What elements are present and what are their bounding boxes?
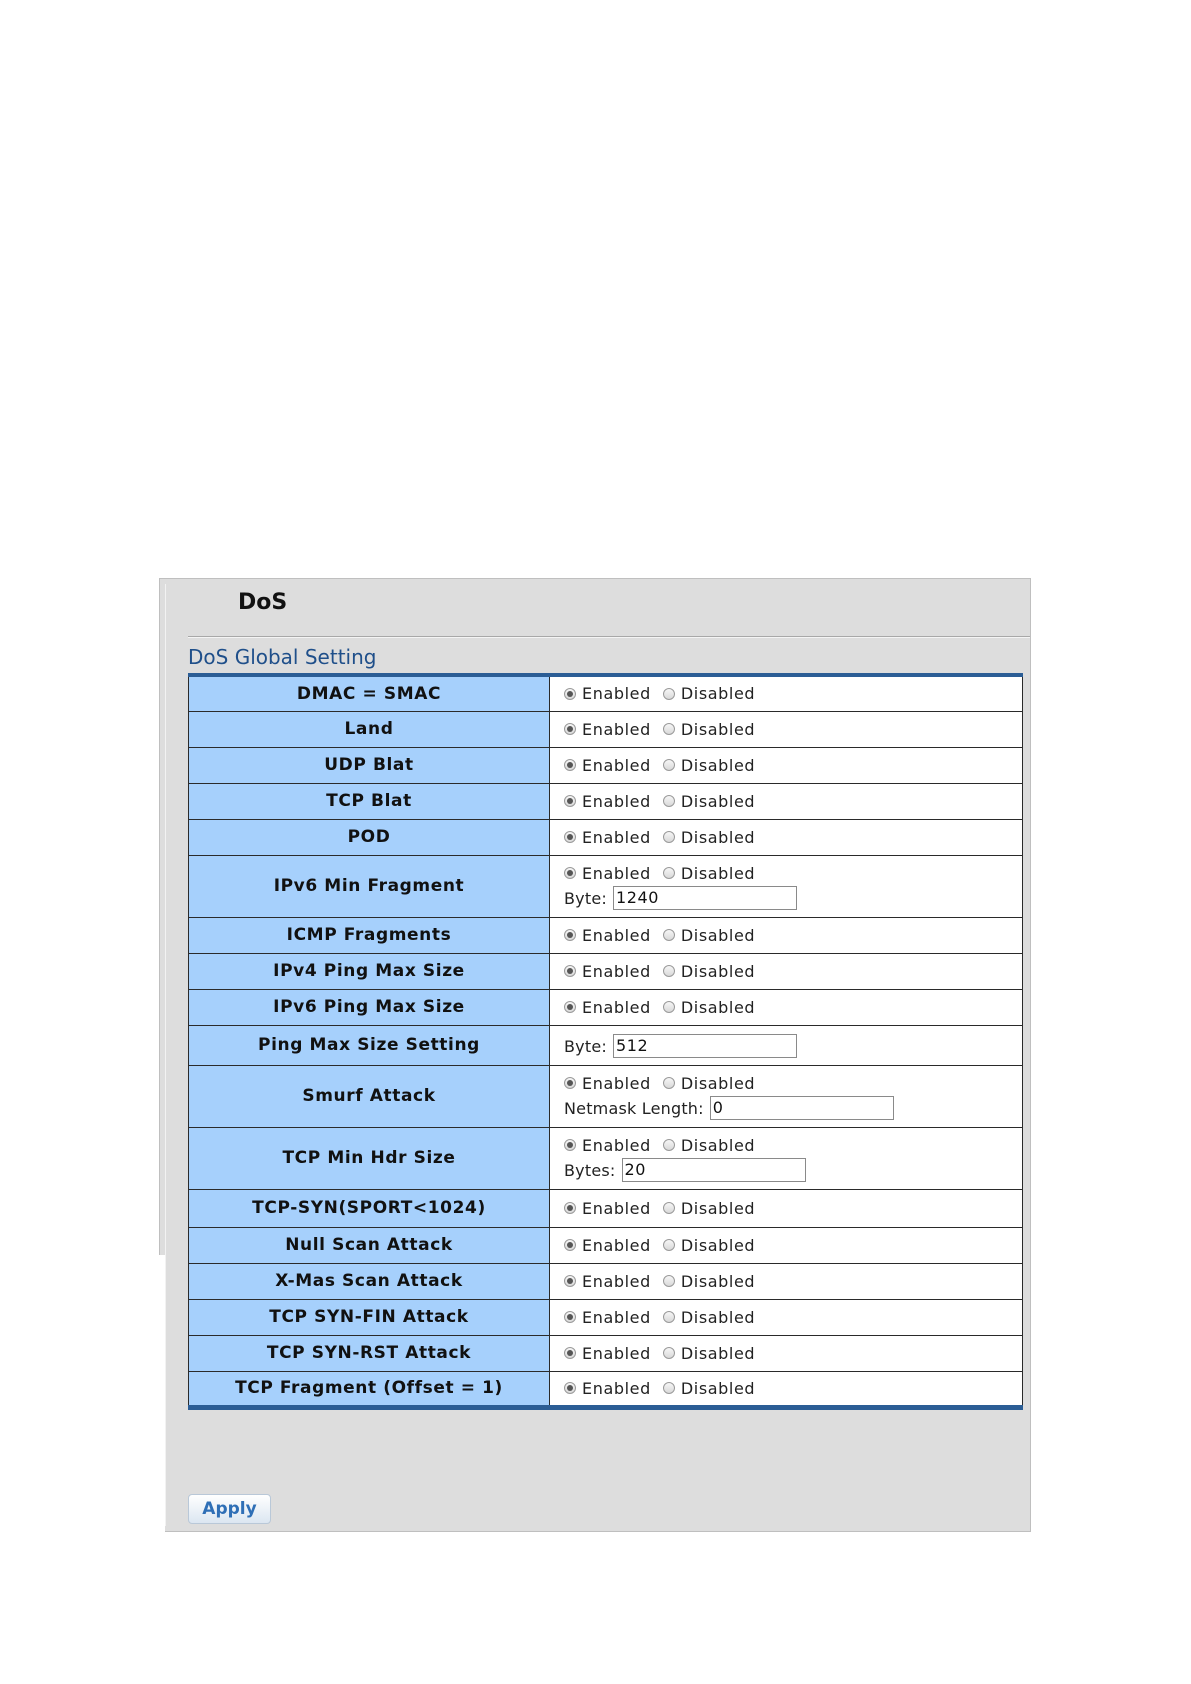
disabled-radio[interactable] <box>663 1139 675 1151</box>
field-label: Netmask Length: <box>564 1098 704 1118</box>
enabled-radio-label: Enabled <box>582 1073 651 1093</box>
disabled-radio-label: Disabled <box>680 1235 756 1255</box>
setting-label: X-Mas Scan Attack <box>189 1263 550 1299</box>
table-row <box>189 1127 1023 1189</box>
disabled-radio-label: Disabled <box>680 1378 756 1398</box>
setting-value <box>550 953 1023 989</box>
enabled-radio-label: Enabled <box>582 827 651 847</box>
disabled-radio-label: Disabled <box>680 827 756 847</box>
table-row <box>189 989 1023 1025</box>
radio-group <box>564 683 1022 705</box>
radio-group <box>564 1377 1022 1399</box>
disabled-radio-label: Disabled <box>680 925 756 945</box>
enabled-radio[interactable] <box>564 1077 576 1089</box>
setting-value <box>550 711 1023 747</box>
table-row <box>189 747 1023 783</box>
value-input[interactable]: 20 <box>622 1158 806 1182</box>
setting-label: TCP SYN-FIN Attack <box>189 1299 550 1335</box>
table-row <box>189 1299 1023 1335</box>
enabled-radio-label: Enabled <box>582 1198 651 1218</box>
disabled-radio[interactable] <box>663 965 675 977</box>
setting-label: IPv6 Min Fragment <box>189 855 550 917</box>
value-input[interactable]: 0 <box>710 1096 894 1120</box>
table-row <box>189 917 1023 953</box>
disabled-radio-label: Disabled <box>680 1135 756 1155</box>
field-label: Bytes: <box>564 1160 616 1180</box>
disabled-radio-label: Disabled <box>680 961 756 981</box>
setting-label: Null Scan Attack <box>189 1227 550 1263</box>
dos-settings-table-wrap <box>188 673 1023 1410</box>
setting-value <box>550 1065 1023 1127</box>
dos-table-body <box>189 675 1023 1407</box>
enabled-radio[interactable] <box>564 1139 576 1151</box>
disabled-radio-label: Disabled <box>680 1198 756 1218</box>
setting-label: TCP-SYN(SPORT<1024) <box>189 1189 550 1227</box>
section-title: DoS Global Setting <box>188 645 377 669</box>
enabled-radio[interactable] <box>564 759 576 771</box>
setting-label: TCP SYN-RST Attack <box>189 1335 550 1371</box>
setting-label: IPv6 Ping Max Size <box>189 989 550 1025</box>
disabled-radio[interactable] <box>663 723 675 735</box>
setting-value <box>550 747 1023 783</box>
setting-label: TCP Blat <box>189 783 550 819</box>
setting-value <box>550 1025 1023 1065</box>
radio-group <box>564 1134 1022 1156</box>
enabled-radio-label: Enabled <box>582 755 651 775</box>
table-row <box>189 855 1023 917</box>
table-row <box>189 783 1023 819</box>
disabled-radio[interactable] <box>663 929 675 941</box>
enabled-radio[interactable] <box>564 723 576 735</box>
disabled-radio-label: Disabled <box>680 1307 756 1327</box>
field-line <box>564 886 1022 910</box>
setting-value <box>550 1371 1023 1407</box>
setting-value <box>550 675 1023 711</box>
setting-value <box>550 1127 1023 1189</box>
disabled-radio[interactable] <box>663 1382 675 1394</box>
disabled-radio-label: Disabled <box>680 755 756 775</box>
radio-group <box>564 1270 1022 1292</box>
enabled-radio-label: Enabled <box>582 1378 651 1398</box>
setting-value <box>550 1335 1023 1371</box>
enabled-radio-label: Enabled <box>582 925 651 945</box>
setting-label: Land <box>189 711 550 747</box>
enabled-radio-label: Enabled <box>582 863 651 883</box>
value-input[interactable]: 1240 <box>613 886 797 910</box>
setting-value <box>550 1263 1023 1299</box>
table-row <box>189 1263 1023 1299</box>
disabled-radio-label: Disabled <box>680 684 756 704</box>
enabled-radio-label: Enabled <box>582 1235 651 1255</box>
enabled-radio[interactable] <box>564 1347 576 1359</box>
disabled-radio[interactable] <box>663 1347 675 1359</box>
panel-edge <box>159 1255 165 1532</box>
table-row <box>189 1025 1023 1065</box>
field-line <box>564 1034 1022 1058</box>
enabled-radio[interactable] <box>564 1001 576 1013</box>
enabled-radio-label: Enabled <box>582 1135 651 1155</box>
disabled-radio[interactable] <box>663 1275 675 1287</box>
enabled-radio[interactable] <box>564 1275 576 1287</box>
setting-label: IPv4 Ping Max Size <box>189 953 550 989</box>
enabled-radio-label: Enabled <box>582 1271 651 1291</box>
table-row <box>189 1227 1023 1263</box>
disabled-radio[interactable] <box>663 1311 675 1323</box>
enabled-radio-label: Enabled <box>582 997 651 1017</box>
setting-value <box>550 989 1023 1025</box>
radio-group <box>564 1072 1022 1094</box>
disabled-radio[interactable] <box>663 1202 675 1214</box>
radio-group <box>564 862 1022 884</box>
value-input[interactable]: 512 <box>613 1034 797 1058</box>
enabled-radio[interactable] <box>564 1382 576 1394</box>
disabled-radio-label: Disabled <box>680 1271 756 1291</box>
table-row <box>189 953 1023 989</box>
field-label: Byte: <box>564 1036 607 1056</box>
setting-value <box>550 819 1023 855</box>
radio-group <box>564 718 1022 740</box>
setting-label: Smurf Attack <box>189 1065 550 1127</box>
apply-button[interactable]: Apply <box>188 1494 271 1524</box>
dos-settings-table <box>188 673 1023 1410</box>
table-row <box>189 1065 1023 1127</box>
page-title: DoS <box>238 590 288 615</box>
radio-group <box>564 1197 1022 1219</box>
radio-group <box>564 754 1022 776</box>
setting-label: ICMP Fragments <box>189 917 550 953</box>
field-label: Byte: <box>564 888 607 908</box>
setting-label: Ping Max Size Setting <box>189 1025 550 1065</box>
setting-value <box>550 783 1023 819</box>
table-row <box>189 711 1023 747</box>
enabled-radio[interactable] <box>564 1311 576 1323</box>
enabled-radio[interactable] <box>564 965 576 977</box>
disabled-radio-label: Disabled <box>680 1343 756 1363</box>
radio-group <box>564 1342 1022 1364</box>
setting-value <box>550 1299 1023 1335</box>
title-divider <box>188 636 1030 638</box>
enabled-radio-label: Enabled <box>582 684 651 704</box>
disabled-radio[interactable] <box>663 831 675 843</box>
disabled-radio[interactable] <box>663 759 675 771</box>
table-row <box>189 1189 1023 1227</box>
table-row <box>189 1371 1023 1407</box>
enabled-radio[interactable] <box>564 867 576 879</box>
enabled-radio[interactable] <box>564 929 576 941</box>
setting-label: UDP Blat <box>189 747 550 783</box>
setting-value <box>550 855 1023 917</box>
panel-body <box>165 584 1030 1526</box>
radio-group <box>564 924 1022 946</box>
disabled-radio[interactable] <box>663 867 675 879</box>
disabled-radio[interactable] <box>663 688 675 700</box>
radio-group <box>564 996 1022 1018</box>
enabled-radio[interactable] <box>564 1239 576 1251</box>
radio-group <box>564 1234 1022 1256</box>
disabled-radio[interactable] <box>663 1239 675 1251</box>
dos-panel <box>159 578 1031 1532</box>
table-row <box>189 675 1023 711</box>
setting-value <box>550 1189 1023 1227</box>
enabled-radio[interactable] <box>564 1202 576 1214</box>
disabled-radio-label: Disabled <box>680 791 756 811</box>
setting-value <box>550 917 1023 953</box>
enabled-radio-label: Enabled <box>582 1343 651 1363</box>
table-row <box>189 1335 1023 1371</box>
setting-label: TCP Fragment (Offset = 1) <box>189 1371 550 1407</box>
enabled-radio[interactable] <box>564 688 576 700</box>
field-line <box>564 1096 1022 1120</box>
field-line <box>564 1158 1022 1182</box>
disabled-radio[interactable] <box>663 1077 675 1089</box>
radio-group <box>564 960 1022 982</box>
setting-label: DMAC = SMAC <box>189 675 550 711</box>
disabled-radio[interactable] <box>663 795 675 807</box>
enabled-radio-label: Enabled <box>582 961 651 981</box>
enabled-radio-label: Enabled <box>582 1307 651 1327</box>
disabled-radio-label: Disabled <box>680 997 756 1017</box>
setting-label: TCP Min Hdr Size <box>189 1127 550 1189</box>
enabled-radio[interactable] <box>564 831 576 843</box>
disabled-radio-label: Disabled <box>680 1073 756 1093</box>
radio-group <box>564 826 1022 848</box>
enabled-radio-label: Enabled <box>582 791 651 811</box>
setting-value <box>550 1227 1023 1263</box>
enabled-radio-label: Enabled <box>582 719 651 739</box>
disabled-radio[interactable] <box>663 1001 675 1013</box>
setting-label: POD <box>189 819 550 855</box>
disabled-radio-label: Disabled <box>680 719 756 739</box>
disabled-radio-label: Disabled <box>680 863 756 883</box>
radio-group <box>564 1306 1022 1328</box>
enabled-radio[interactable] <box>564 795 576 807</box>
radio-group <box>564 790 1022 812</box>
table-row <box>189 819 1023 855</box>
